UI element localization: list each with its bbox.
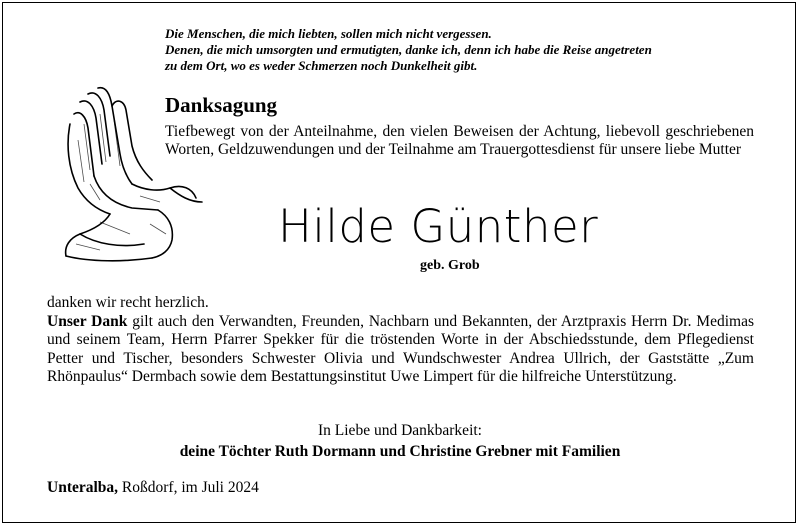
intro-paragraph: Tiefbewegt von der Anteilnahme, den vielen Beweisen der Achtung, liebevoll geschriebenen Worten, Geldzuwendungen und der Teilnahme am Trauergottesdienst für unsere liebe Mutter — [165, 123, 754, 158]
page-title: Danksagung — [165, 93, 278, 117]
thanks-line: danken wir recht herzlich. — [47, 294, 209, 311]
thanks-text: gilt auch den Verwandten, Freunden, Nachbarn und Bekannten, der Arztpraxis Herrn Dr. Medimas und seinem Team, Herrn Pfarrer Spekker für die tröstenden Worte in der Abschiedsstunde, dem Pflegedienst Petter und Tischer, besonders Schwester Olivia und Wundschwester Andrea Ullrich, der Gaststätte „Zum Rhönpaulus“ Dermbach sowie dem Bestattungsinstitut Uwe Limpert für die hilfreiche Unterstützung. — [47, 313, 754, 385]
place-rest: Roßdorf, im Juli 2024 — [118, 479, 259, 496]
poem-quote — [165, 26, 765, 74]
closing-line: In Liebe und Dankbarkeit: — [318, 422, 482, 439]
deceased-name: Hilde Günther — [278, 200, 599, 253]
thanks-lead: Unser Dank — [47, 313, 128, 330]
quote-line: zu dem Ort, wo es weder Schmerzen noch Dunkelheit gibt. — [165, 58, 478, 73]
place-date — [47, 479, 259, 497]
quote-line: Denen, die mich umsorgten und ermutigten, danke ich, denn ich habe die Reise angetreten — [165, 42, 652, 57]
thanks-paragraph — [47, 313, 754, 386]
signatories: deine Töchter Ruth Dormann und Christine Grebner mit Familien — [179, 443, 621, 460]
quote-line: Die Menschen, die mich liebten, sollen mich nicht vergessen. — [165, 26, 492, 41]
maiden-name: geb. Grob — [420, 258, 480, 273]
place-bold: Unteralba, — [47, 479, 119, 496]
